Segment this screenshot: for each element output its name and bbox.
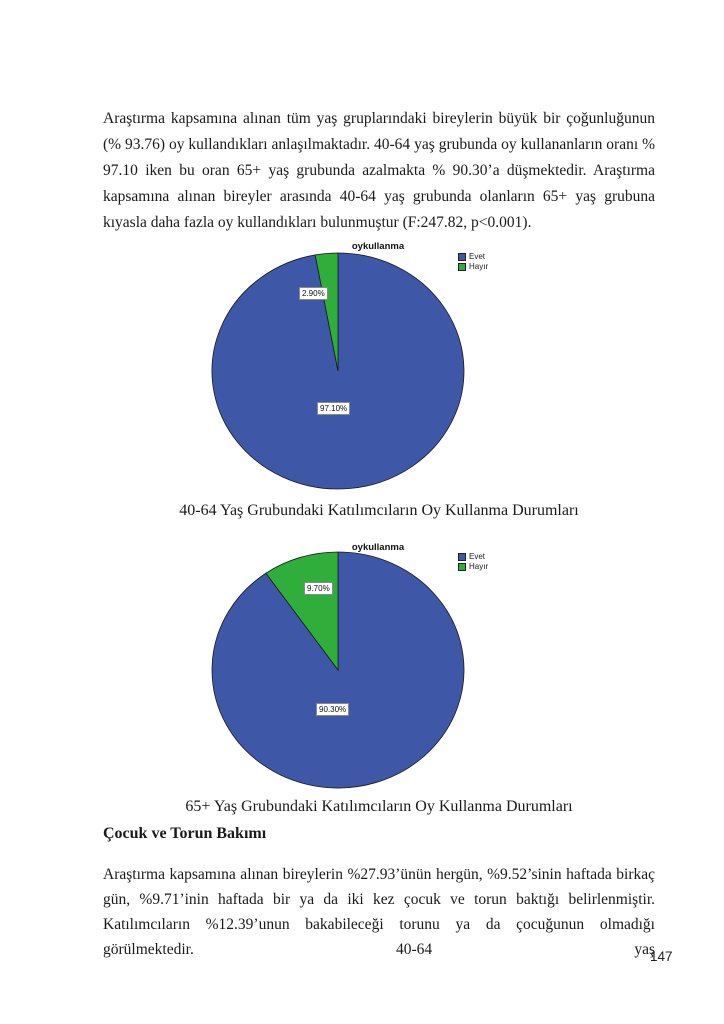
legend-label-hayir: Hayır xyxy=(469,562,489,571)
legend xyxy=(458,252,488,272)
legend-item-evet xyxy=(458,552,488,561)
page-number: 147 xyxy=(650,949,673,964)
legend-item-hayir xyxy=(458,262,488,271)
slice-label: 2.90% xyxy=(299,287,328,300)
legend-swatch-hayir xyxy=(458,563,466,571)
legend-label-evet: Evet xyxy=(469,552,486,561)
legend-swatch-hayir xyxy=(458,263,466,271)
chart-title: oykullanma xyxy=(351,542,405,553)
slice-label: 97.10% xyxy=(317,402,350,415)
figure-caption: 65+ Yaş Grubundaki Katılımcıların Oy Kullanma Durumları xyxy=(185,798,573,815)
legend-label-hayir: Hayır xyxy=(469,262,489,271)
legend-item-evet xyxy=(458,252,488,261)
legend xyxy=(458,552,488,572)
legend-swatch-evet xyxy=(458,553,466,561)
pie-chart xyxy=(211,252,465,490)
legend-item-hayir xyxy=(458,562,488,571)
slice-label: 9.70% xyxy=(304,582,333,595)
figure-caption: 40-64 Yaş Grubundaki Katılımcıların Oy Kullanma Durumları xyxy=(179,502,579,519)
section-heading: Çocuk ve Torun Bakımı xyxy=(103,825,267,842)
slice-label: 90.30% xyxy=(316,703,349,716)
intro-paragraph: Araştırma kapsamına alınan tüm yaş gruplarındaki bireylerin büyük bir çoğunluğunun (% 93.76) oy kullandıkları anlaşılmaktadır. 40-64 yaş grubunda oy kullananların oranı % 97.10 iken bu oran 65+ yaş grubunda azalmakta % 90.30’a düşmektedir. Araştırma kapsamına alınan bireyler arasında 40-64 yaş grubunda olanların 65+ yaş grubuna kıyasla daha fazla oy kullandıkları bulunmuştur (F:247.82, p<0.001). xyxy=(103,109,655,231)
chart-title: oykullanma xyxy=(351,241,405,252)
legend-label-evet: Evet xyxy=(469,252,486,261)
body-paragraph: Araştırma kapsamına alınan bireylerin %27.93’ünün hergün, %9.52’sinin haftada birkaç gün, %9.71’inin haftada bir ya da iki kez çocuk ve torun baktığı belirlenmiştir. Katılımcıların %12.39’unun bakabileceği torunu ya da çocuğunun olmadığı görülmektedir. 40-64 yaş xyxy=(103,865,655,958)
pie-chart xyxy=(211,551,465,789)
legend-swatch-evet xyxy=(458,253,466,261)
